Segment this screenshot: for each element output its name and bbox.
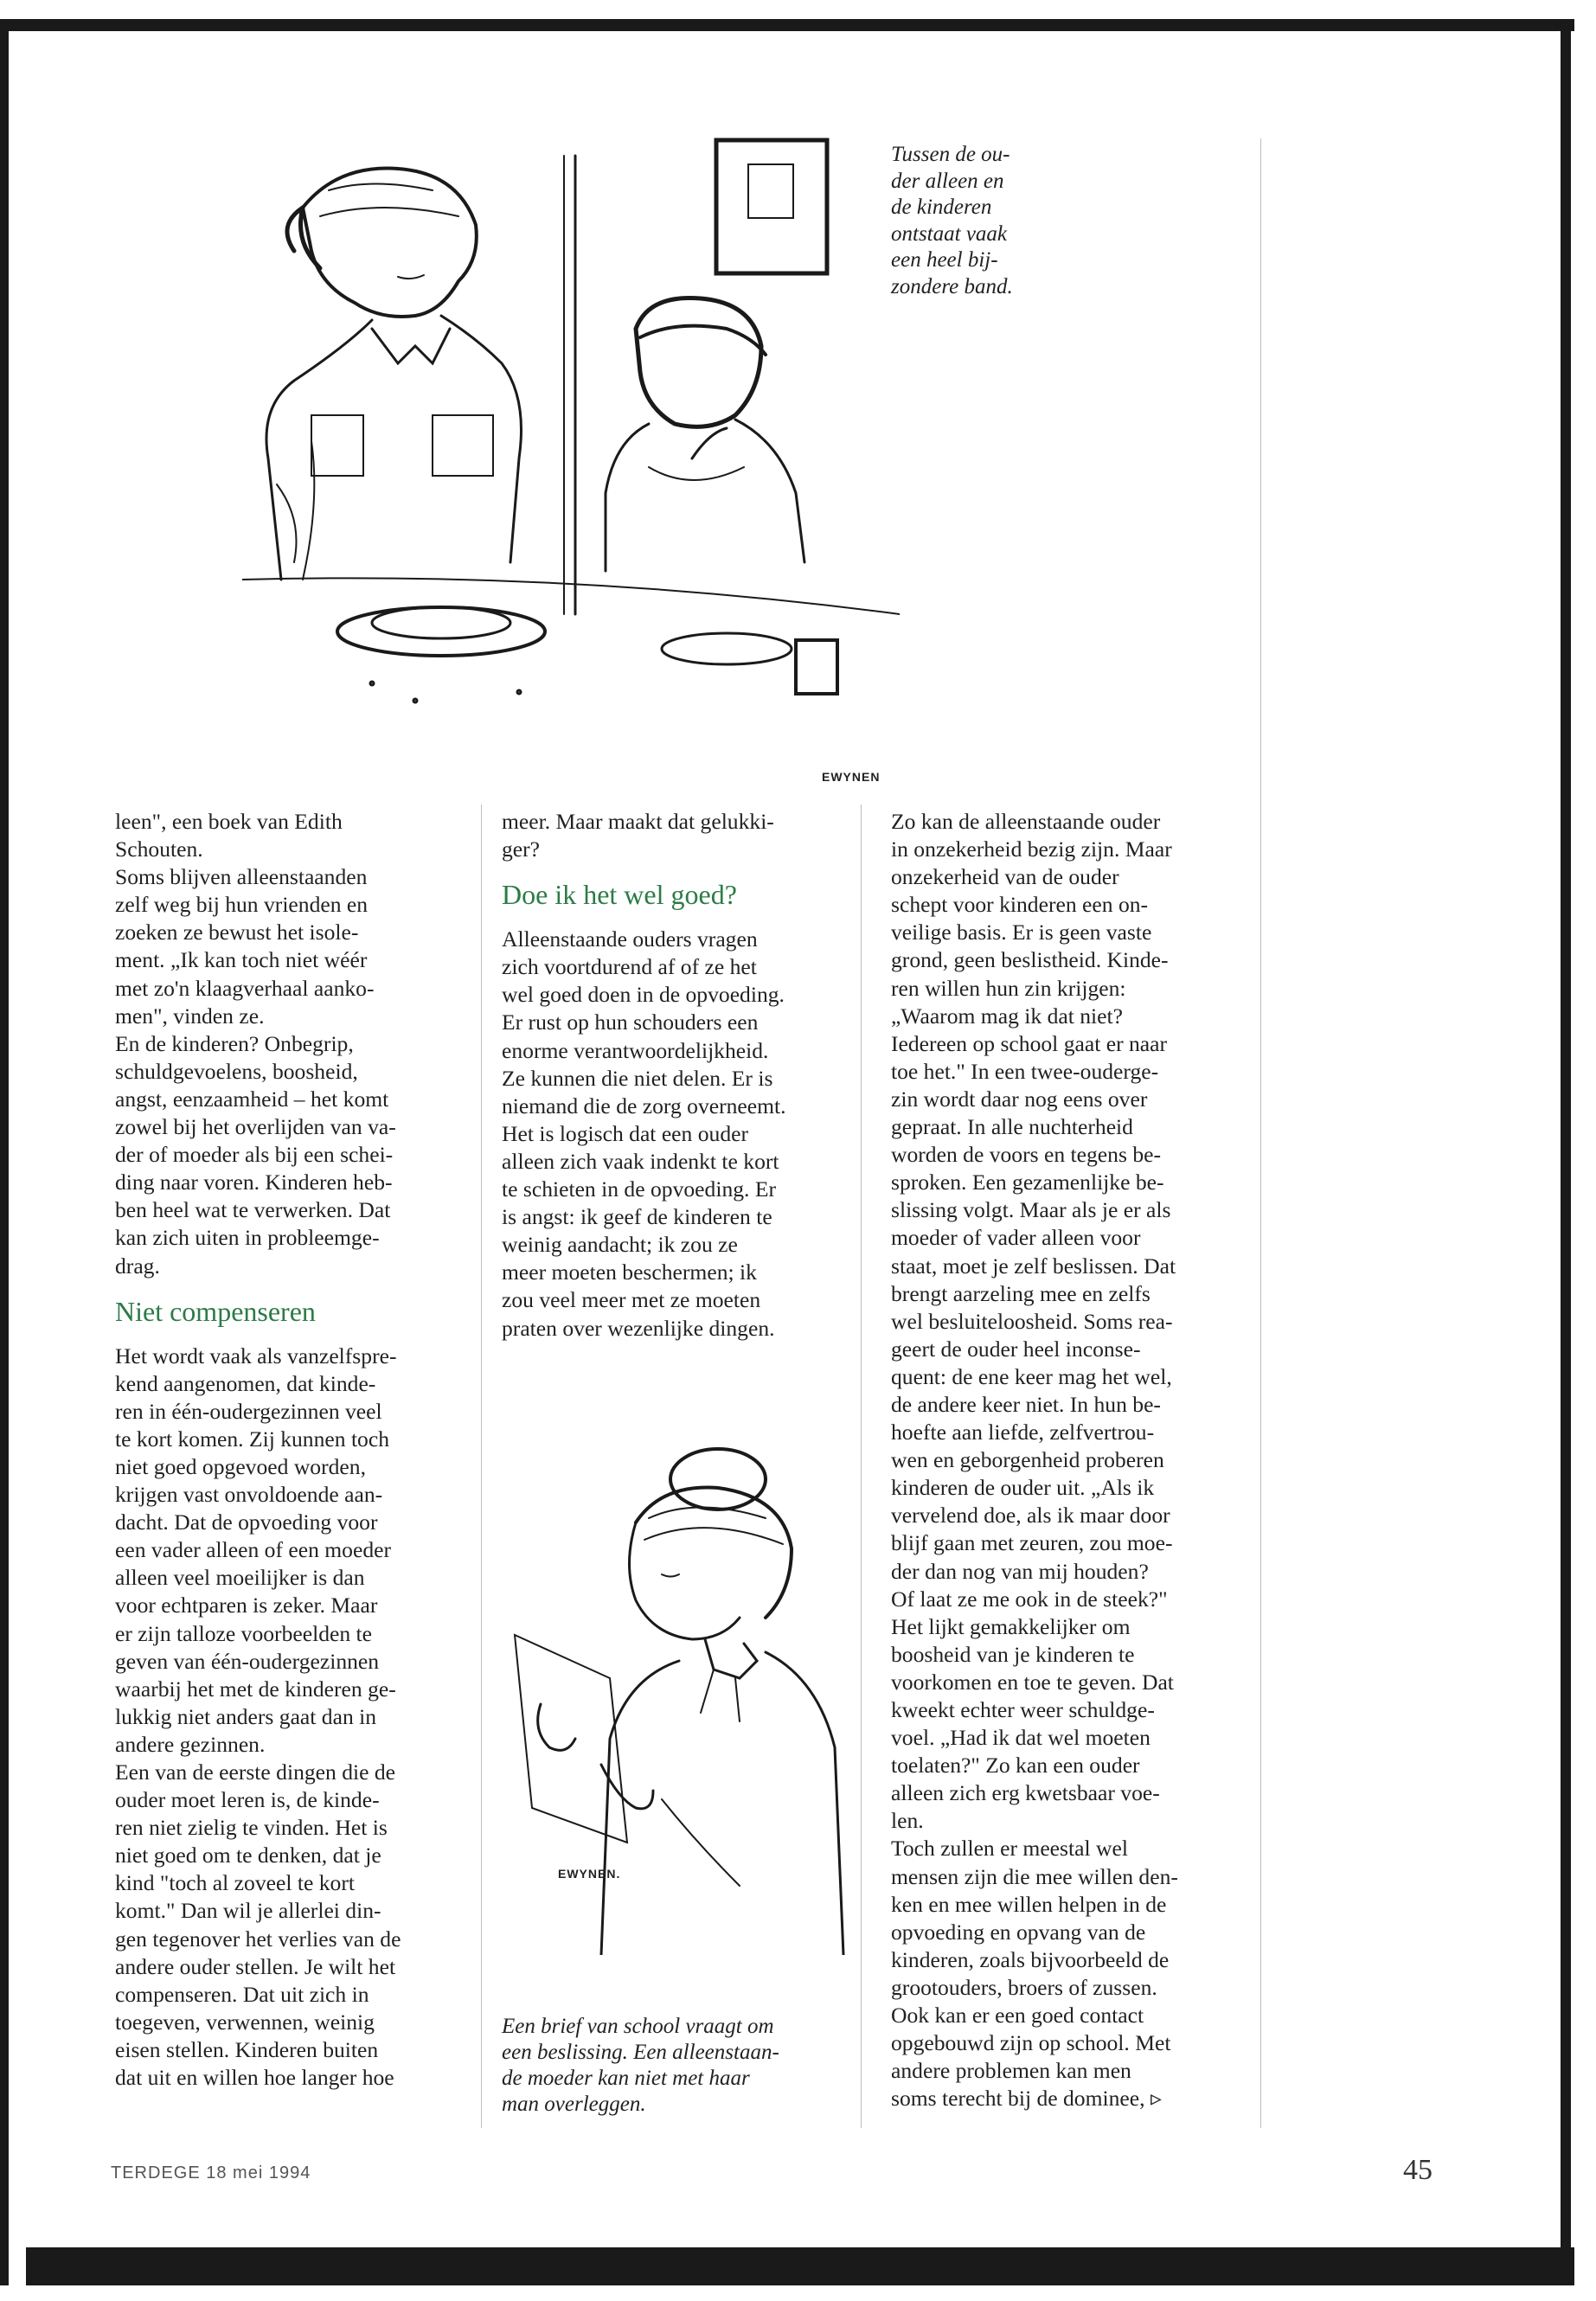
- text-line: meer moeten beschermen; ik: [502, 1259, 757, 1285]
- text-line: waarbij het met de kinderen ge-: [115, 1676, 396, 1702]
- text-line: de andere keer niet. In hun be-: [891, 1391, 1161, 1417]
- text-line: andere gezinnen.: [115, 1731, 266, 1757]
- scan-border-bottom: [26, 2247, 1574, 2285]
- text-line: men", vinden ze.: [115, 1003, 265, 1029]
- text-line: zelf weg bij hun vrienden en: [115, 892, 369, 918]
- text-line: geert de ouder heel inconse-: [891, 1336, 1141, 1362]
- text-line: kend aangenomen, dat kinde-: [115, 1370, 376, 1396]
- article-column-1: [115, 808, 401, 2092]
- caption-line: een heel bij-: [891, 248, 998, 272]
- text-line: ouder moet leren is, de kinde-: [115, 1787, 380, 1813]
- text-line: moeder of vader alleen voor: [891, 1225, 1141, 1251]
- text-line: Soms blijven alleenstaanden: [115, 864, 368, 890]
- text-line: „Waarom mag ik dat niet?: [891, 1003, 1123, 1029]
- text-line: wen en geborgenheid proberen: [891, 1447, 1164, 1473]
- text-line: ren in één-oudergezinnen veel: [115, 1398, 382, 1424]
- text-line: voor echtparen is zeker. Maar: [115, 1593, 378, 1618]
- page-number: 45: [1403, 2154, 1433, 2186]
- article-column-3: [891, 808, 1178, 2112]
- text-line: alleen veel moeilijker is dan: [115, 1565, 365, 1591]
- text-line: niemand die de zorg overneemt.: [502, 1093, 786, 1118]
- text-line: len.: [891, 1808, 924, 1834]
- text-line: slissing volgt. Maar als je er als: [891, 1197, 1171, 1223]
- caption-line: Tussen de ou-: [891, 143, 1010, 166]
- text-line: zowel bij het overlijden van va-: [115, 1114, 396, 1140]
- text-line: te kort komen. Zij kunnen toch: [115, 1426, 390, 1452]
- text-line: staat, moet je zelf beslissen. Dat: [891, 1253, 1176, 1279]
- column-divider: [861, 804, 862, 2128]
- illustrator-signature: EWYNEN: [822, 770, 881, 784]
- text-line: quent: de ene keer mag het wel,: [891, 1363, 1172, 1389]
- text-line: lukkig niet anders gaat dan in: [115, 1703, 377, 1729]
- text-line: geven van één-oudergezinnen: [115, 1648, 380, 1674]
- text-line: Het wordt vaak als vanzelfspre-: [115, 1343, 397, 1368]
- text-line: boosheid van je kinderen te: [891, 1641, 1135, 1667]
- text-line: blijf gaan met zeuren, zou moe-: [891, 1530, 1173, 1556]
- text-line: toelaten?" Zo kan een ouder: [891, 1753, 1140, 1779]
- text-line: angst, eenzaamheid – het komt: [115, 1086, 389, 1112]
- text-line: toegeven, verwennen, weinig: [115, 2009, 375, 2035]
- article-column-2: [502, 808, 786, 1343]
- caption-line: een beslissing. Een alleenstaan-: [502, 2041, 779, 2064]
- text-line: ben heel wat te verwerken. Dat: [115, 1197, 391, 1223]
- text-line: dat uit en willen hoe langer hoe: [115, 2065, 394, 2091]
- text-line: grond, geen beslistheid. Kinde-: [891, 947, 1169, 973]
- column-divider: [1260, 138, 1261, 2128]
- text-line: vervelend doe, als ik maar door: [891, 1503, 1170, 1529]
- text-line: niet goed om te denken, dat je: [115, 1843, 381, 1868]
- text-line: mensen zijn die mee willen den-: [891, 1863, 1178, 1889]
- text-line: eisen stellen. Kinderen buiten: [115, 2036, 379, 2062]
- column-divider: [481, 804, 482, 2128]
- text-line: Alleenstaande ouders vragen: [502, 926, 758, 952]
- middle-illustration: [506, 1436, 852, 1955]
- text-line: is angst: ik geef de kinderen te: [502, 1204, 772, 1230]
- text-line: Ook kan er een goed contact: [891, 2003, 1144, 2029]
- text-line: zou veel meer met ze moeten: [502, 1287, 761, 1313]
- caption-line: der alleen en: [891, 169, 1004, 193]
- text-line: meer. Maar maakt dat gelukki-: [502, 809, 774, 834]
- text-line: kinderen, zoals bijvoorbeeld de: [891, 1946, 1170, 1972]
- text-line: der of moeder als bij een schei-: [115, 1142, 394, 1168]
- section-heading: Niet compenseren: [115, 1295, 316, 1327]
- text-line: der dan nog van mij houden?: [891, 1558, 1149, 1584]
- text-line: in onzekerheid bezig zijn. Maar: [891, 836, 1172, 862]
- text-line: opgebouwd zijn op school. Met: [891, 2030, 1171, 2056]
- text-line: alleen zich erg kwetsbaar voe-: [891, 1780, 1160, 1806]
- scan-border-top: [0, 19, 1574, 31]
- text-line: Toch zullen er meestal wel: [891, 1836, 1128, 1862]
- text-line: er zijn talloze voorbeelden te: [115, 1620, 373, 1646]
- text-line: toe het." In een twee-ouderge-: [891, 1058, 1159, 1084]
- top-illustration: [242, 130, 900, 784]
- text-line: gen tegenover het verlies van de: [115, 1926, 401, 1952]
- text-line: Iedereen op school gaat er naar: [891, 1030, 1168, 1056]
- text-line: kinderen de ouder uit. „Als ik: [891, 1475, 1155, 1501]
- text-line: niet goed opgevoed worden,: [115, 1453, 366, 1479]
- text-line: leen", een boek van Edith: [115, 809, 343, 834]
- mother-and-child-dinner-drawing-icon: [242, 130, 900, 735]
- text-line: kan zich uiten in probleemge-: [115, 1225, 380, 1251]
- text-line: met zo'n klaagverhaal aanko-: [115, 975, 375, 1001]
- text-line: schuldgevoelens, boosheid,: [115, 1058, 358, 1084]
- text-line: wel besluiteloosheid. Soms rea-: [891, 1308, 1173, 1334]
- publication-footer: TERDEGE 18 mei 1994: [111, 2163, 311, 2182]
- text-line: ren willen hun zin krijgen:: [891, 975, 1126, 1001]
- text-line: enorme verantwoordelijkheid.: [502, 1037, 769, 1063]
- caption-line: man overleggen.: [502, 2093, 646, 2116]
- text-line: gepraat. In alle nuchterheid: [891, 1114, 1133, 1140]
- text-line: ment. „Ik kan toch niet wéér: [115, 947, 368, 973]
- text-line: andere ouder stellen. Je wilt het: [115, 1953, 396, 1979]
- text-line: En de kinderen? Onbegrip,: [115, 1030, 354, 1056]
- text-line: ger?: [502, 836, 541, 862]
- text-line: drag.: [115, 1253, 160, 1279]
- text-line: zich voortdurend af of ze het: [502, 954, 757, 980]
- text-line: andere problemen kan men: [891, 2058, 1131, 2084]
- text-line: opvoeding en opvang van de: [891, 1919, 1146, 1945]
- text-line: Er rust op hun schouders een: [502, 1009, 759, 1035]
- text-line: onzekerheid van de ouder: [891, 864, 1119, 890]
- text-line: alleen zich vaak indenkt te kort: [502, 1148, 779, 1174]
- text-line: Een van de eerste dingen die de: [115, 1759, 396, 1785]
- text-line: zin wordt daar nog eens over: [891, 1086, 1148, 1112]
- text-line: wel goed doen in de opvoeding.: [502, 982, 785, 1008]
- text-line: Of laat ze me ook in de steek?": [891, 1586, 1168, 1612]
- text-line: ding naar voren. Kinderen heb-: [115, 1170, 393, 1195]
- caption-line: ontstaat vaak: [891, 221, 1008, 246]
- caption-line: de moeder kan niet met haar: [502, 2067, 750, 2090]
- text-line: dacht. Dat de opvoeding voor: [115, 1509, 378, 1535]
- scan-border-left: [0, 19, 9, 2285]
- text-line: krijgen vast onvoldoende aan-: [115, 1482, 383, 1508]
- text-line: Zo kan de alleenstaande ouder: [891, 809, 1161, 834]
- text-line: Schouten.: [115, 836, 203, 862]
- text-line: Ze kunnen die niet delen. Er is: [502, 1065, 773, 1091]
- text-line: te schieten in de opvoeding. Er: [502, 1176, 776, 1202]
- text-line: kind "toch al zoveel te kort: [115, 1870, 355, 1896]
- text-line: voorkomen en toe te geven. Dat: [891, 1669, 1174, 1695]
- text-line: zoeken ze bewust het isole-: [115, 920, 359, 945]
- text-line: hoefte aan liefde, zelfvertrou-: [891, 1420, 1155, 1445]
- text-line: een vader alleen of een moeder: [115, 1537, 392, 1563]
- text-line: compenseren. Dat uit zich in: [115, 1981, 369, 2007]
- text-line: ren niet zielig te vinden. Het is: [115, 1815, 388, 1841]
- caption-line: zondere band.: [891, 274, 1013, 298]
- text-line: veilige basis. Er is geen vaste: [891, 920, 1152, 945]
- text-line: komt." Dan wil je allerlei din-: [115, 1898, 381, 1924]
- text-line: worden de voors en tegens be-: [891, 1142, 1161, 1168]
- text-line: sproken. Een gezamenlijke be-: [891, 1170, 1164, 1195]
- text-line: grootouders, broers of zussen.: [891, 1974, 1157, 2000]
- section-heading: Doe ik het wel goed?: [502, 879, 737, 911]
- scan-border-right: [1561, 19, 1571, 2285]
- text-line: weinig aandacht; ik zou ze: [502, 1232, 738, 1258]
- text-line: kweekt echter weer schuldge-: [891, 1697, 1155, 1722]
- text-line: voel. „Had ik dat wel moeten: [891, 1725, 1151, 1751]
- caption-line: Een brief van school vraagt om: [502, 2015, 774, 2038]
- text-line: brengt aarzeling mee en zelfs: [891, 1280, 1151, 1306]
- text-line: praten over wezenlijke dingen.: [502, 1315, 775, 1341]
- text-line: soms terecht bij de dominee, ▹: [891, 2086, 1162, 2112]
- text-line: Het is logisch dat een ouder: [502, 1120, 749, 1146]
- middle-caption: [502, 2014, 779, 2118]
- text-line: schept voor kinderen een on-: [891, 892, 1149, 918]
- text-line: Het lijkt gemakkelijker om: [891, 1613, 1131, 1639]
- illustrator-signature: EWYNEN.: [558, 1867, 621, 1881]
- caption-line: de kinderen: [891, 195, 992, 219]
- text-line: ken en mee willen helpen in de: [891, 1891, 1167, 1917]
- top-caption: [891, 142, 1013, 300]
